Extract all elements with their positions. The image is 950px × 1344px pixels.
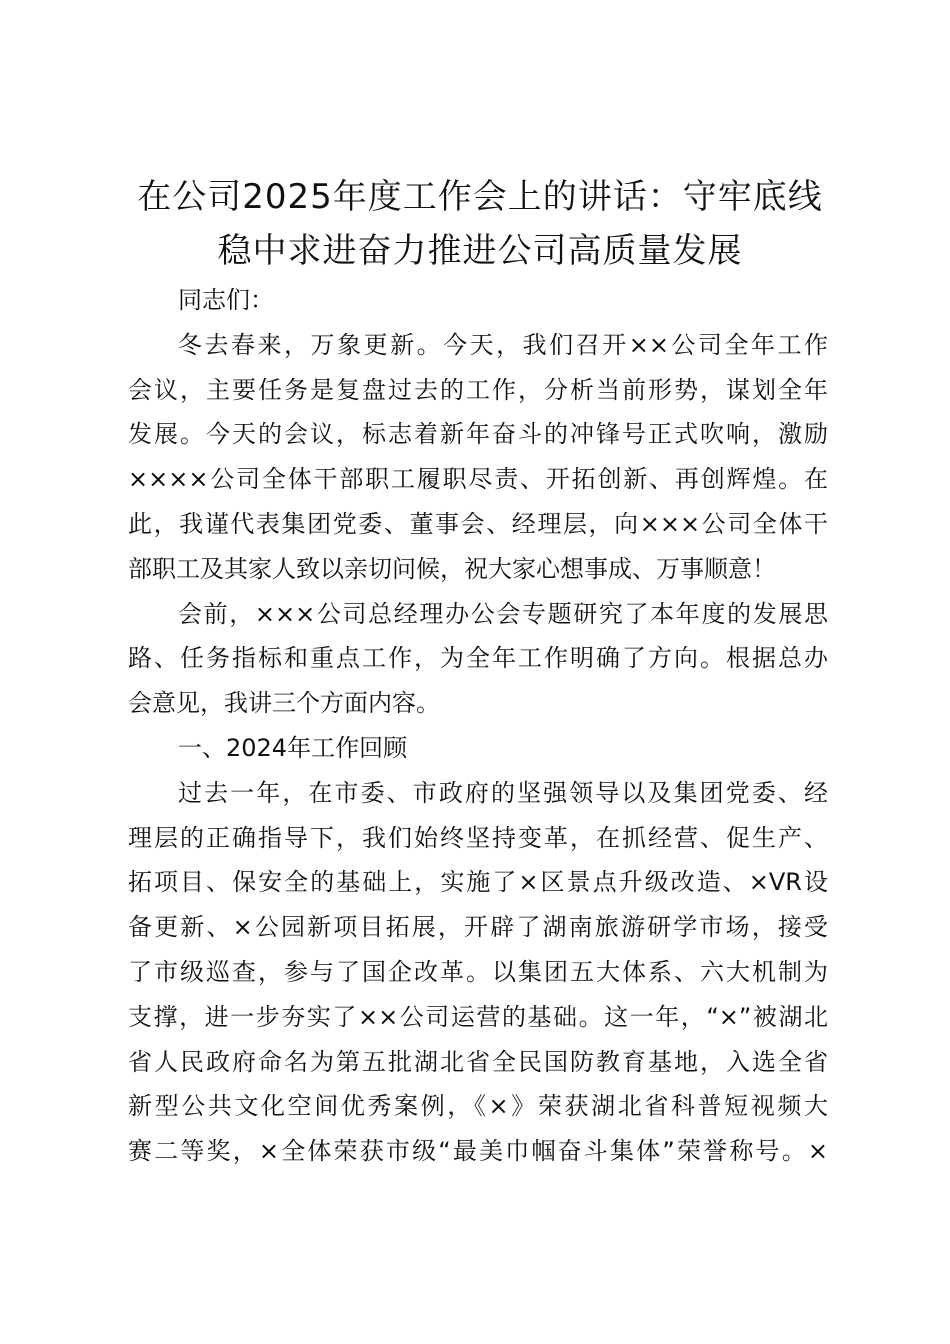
paragraph-line: 省人民政府命名为第五批湖北省全民国防教育基地，入选全省 [128, 1047, 828, 1076]
paragraph-opening [128, 323, 828, 592]
paragraph-line: 此，我谨代表集团党委、董事会、经理层，向×××公司全体干 [128, 509, 828, 538]
paragraph-line: 支撑，进一步夯实了××公司运营的基础。这一年，“×”被湖北 [128, 1002, 828, 1031]
paragraph-line: 过去一年，在市委、市政府的坚强领导以及集团党委、经 [178, 778, 828, 807]
paragraph-line: 会意见，我讲三个方面内容。 [128, 689, 440, 718]
title-line-2: 稳中求进奋力推进公司高质量发展 [217, 231, 743, 271]
paragraph-line: 冬去春来，万象更新。今天，我们召开××公司全年工作 [178, 330, 828, 359]
document-title [120, 170, 840, 278]
title-line-1: 在公司2025年度工作会上的讲话：守牢底线 [137, 177, 823, 217]
paragraph-line: 了市级巡查，参与了国企改革。以集团五大体系、六大机制为 [128, 957, 828, 986]
salutation: 同志们： [178, 286, 274, 314]
document-body [128, 278, 828, 1174]
paragraph-line: 会议，主要任务是复盘过去的工作，分析当前形势，谋划全年 [128, 375, 828, 404]
paragraph-line: 路、任务指标和重点工作，为全年工作明确了方向。根据总办 [128, 644, 828, 673]
section-heading: 一、2024年工作回顾 [178, 733, 408, 762]
paragraph-line: 赛二等奖，×全体荣获市级“最美巾帼奋斗集体”荣誉称号。× [128, 1137, 828, 1166]
paragraph-review [128, 771, 828, 1174]
paragraph-line: ××××公司全体干部职工履职尽责、开拓创新、再创辉煌。在 [128, 465, 828, 494]
paragraph-line: 会前，×××公司总经理办公会专题研究了本年度的发展思 [178, 599, 828, 628]
paragraph-line: 拓项目、保安全的基础上，实施了×区景点升级改造、×VR设 [128, 868, 828, 897]
paragraph-line: 新型公共文化空间优秀案例，《×》荣获湖北省科普短视频大 [128, 1092, 828, 1121]
paragraph-line: 备更新、×公园新项目拓展，开辟了湖南旅游研学市场，接受 [128, 913, 828, 942]
paragraph-line: 部职工及其家人致以亲切问候，祝大家心想事成、万事顺意！ [128, 554, 776, 583]
paragraph-line: 理层的正确指导下，我们始终坚持变革，在抓经营、促生产、 [128, 823, 828, 852]
paragraph-line: 发展。今天的会议，标志着新年奋斗的冲锋号正式吹响，激励 [128, 420, 828, 449]
paragraph-preface [128, 592, 828, 726]
